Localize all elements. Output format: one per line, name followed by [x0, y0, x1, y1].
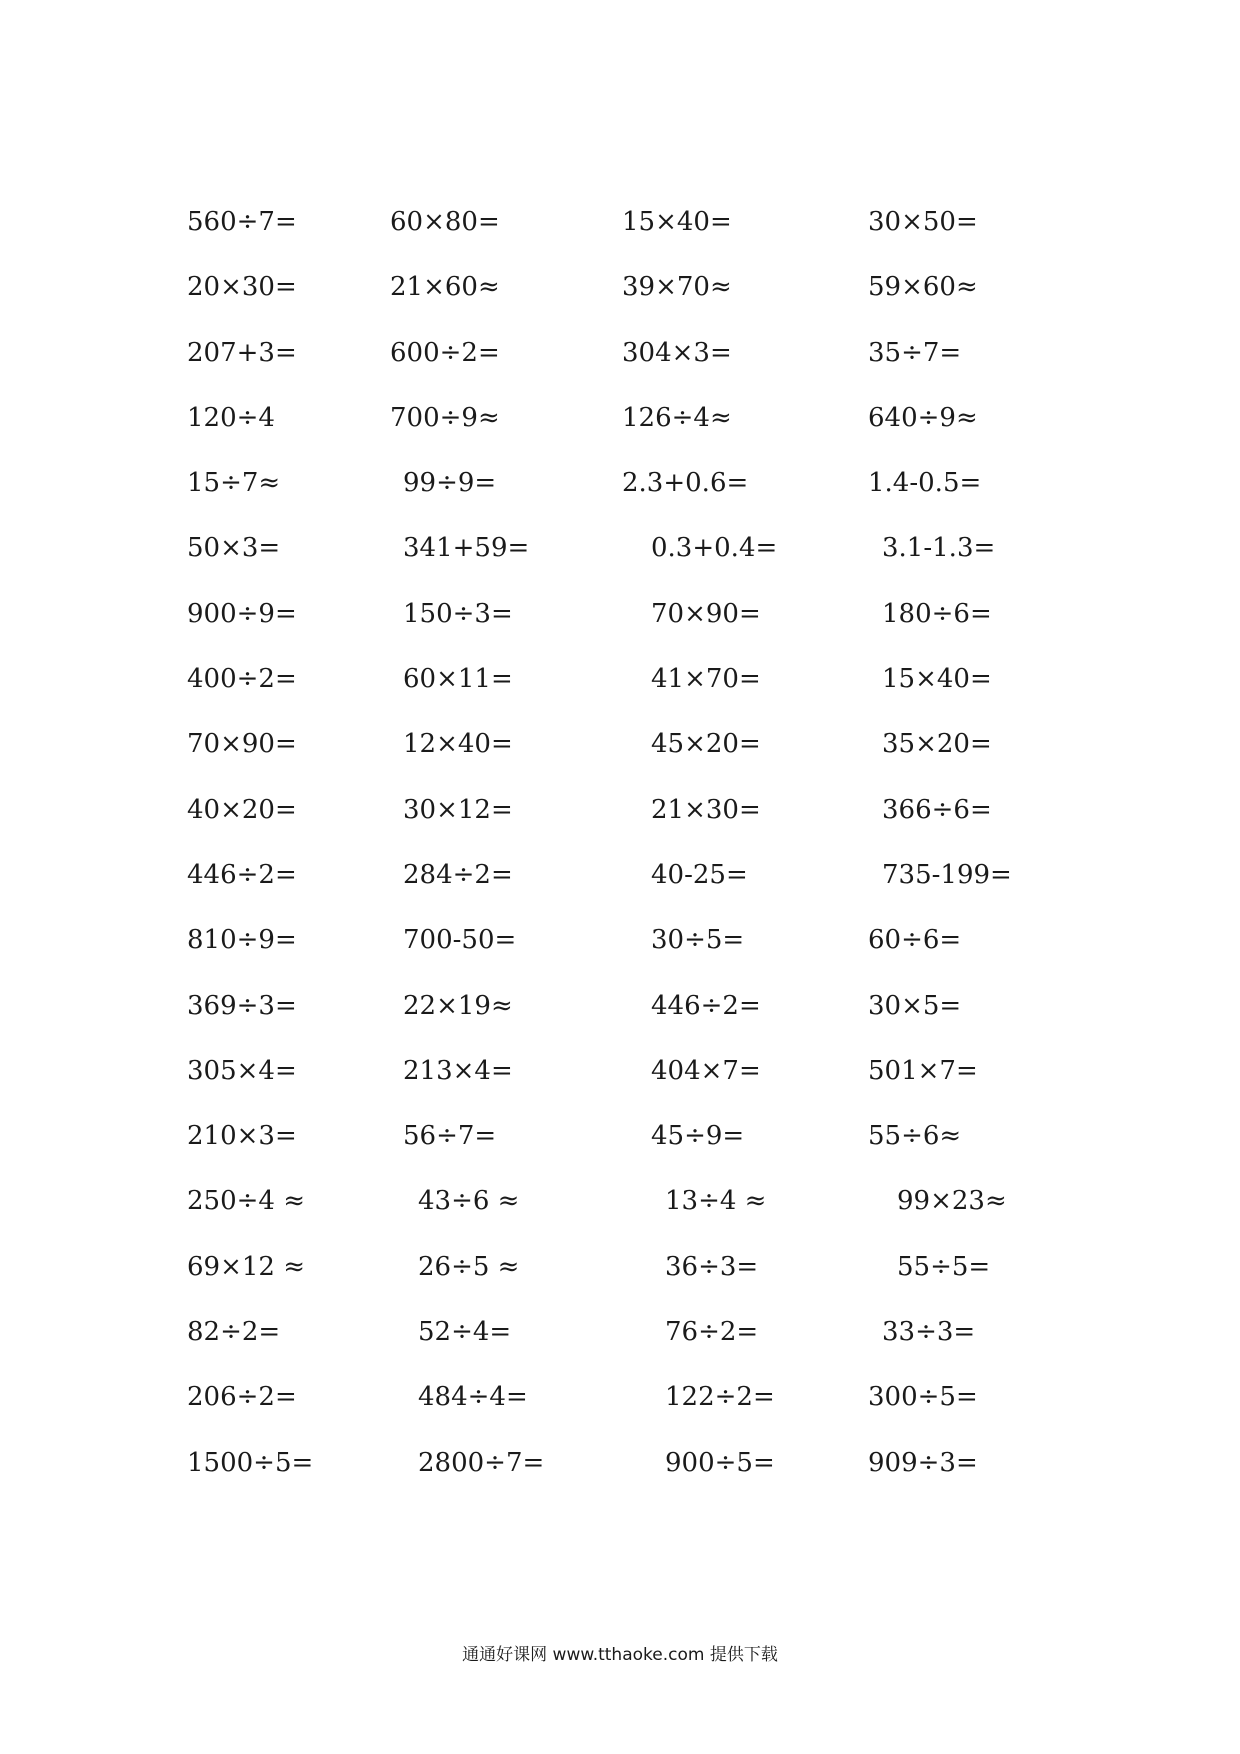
problem-item: 50×3=: [187, 533, 281, 564]
problem-item: 20×30=: [187, 272, 297, 303]
problem-item: 250÷4 ≈: [187, 1186, 306, 1217]
problem-row: [0, 1382, 1240, 1462]
problem-item: 76÷2=: [665, 1317, 759, 1348]
problem-row: [0, 1121, 1240, 1201]
problem-row: [0, 598, 1240, 679]
problem-row: [0, 337, 1240, 418]
problem-row: [0, 859, 1240, 940]
problem-row: [0, 1447, 1240, 1528]
problem-item: 1.4-0.5=: [868, 468, 982, 499]
problem-item: 120÷4: [187, 402, 275, 433]
problem-item: 501×7=: [868, 1055, 978, 1086]
problem-item: 35×20=: [882, 729, 992, 760]
problem-item: 55÷5=: [897, 1251, 991, 1282]
problem-row: [0, 1251, 1240, 1332]
problem-item: 12×40=: [403, 729, 513, 760]
problem-item: 735-199=: [882, 859, 1012, 890]
problem-item: 1500÷5=: [187, 1447, 314, 1478]
problem-item: 206÷2=: [187, 1382, 297, 1413]
problem-item: 69×12 ≈: [187, 1251, 306, 1282]
problem-item: 369÷3=: [187, 990, 297, 1021]
problem-grid: [0, 207, 1240, 1528]
problem-item: 2800÷7=: [418, 1447, 545, 1478]
problem-item: 900÷5=: [665, 1447, 775, 1478]
problem-item: 15×40=: [882, 664, 992, 695]
problem-item: 99×23≈: [897, 1186, 1007, 1217]
problem-row: [0, 664, 1240, 744]
problem-item: 446÷2=: [651, 990, 761, 1021]
problem-item: 52÷4=: [418, 1317, 512, 1348]
problem-item: 39×70≈: [622, 272, 732, 303]
problem-item: 304×3=: [622, 337, 732, 368]
problem-item: 2.3+0.6=: [622, 468, 749, 499]
problem-item: 213×4=: [403, 1055, 513, 1086]
problem-item: 55÷6≈: [868, 1121, 962, 1152]
problem-item: 909÷3=: [868, 1447, 978, 1478]
problem-row: [0, 468, 1240, 548]
problem-item: 82÷2=: [187, 1317, 281, 1348]
problem-item: 305×4=: [187, 1055, 297, 1086]
problem-item: 30×50=: [868, 207, 978, 237]
problem-item: 59×60≈: [868, 272, 978, 303]
problem-item: 400÷2=: [187, 664, 297, 695]
problem-item: 700-50=: [403, 925, 517, 956]
problem-item: 15÷7≈: [187, 468, 281, 499]
problem-item: 45×20=: [651, 729, 761, 760]
problem-item: 404×7=: [651, 1055, 761, 1086]
problem-row: [0, 729, 1240, 809]
problem-item: 70×90=: [651, 598, 761, 629]
problem-item: 150÷3=: [403, 598, 513, 629]
problem-item: 560÷7=: [187, 207, 297, 237]
problem-row: [0, 1055, 1240, 1136]
problem-row: [0, 272, 1240, 352]
problem-item: 900÷9=: [187, 598, 297, 629]
problem-row: [0, 1317, 1240, 1397]
problem-item: 600÷2=: [390, 337, 500, 368]
problem-item: 30×12=: [403, 794, 513, 825]
problem-item: 126÷4≈: [622, 402, 732, 433]
problem-item: 207+3=: [187, 337, 297, 368]
problem-item: 99÷9=: [403, 468, 497, 499]
problem-row: [0, 794, 1240, 875]
problem-item: 484÷4=: [418, 1382, 528, 1413]
problem-item: 40-25=: [651, 859, 748, 890]
problem-item: 60×11=: [403, 664, 513, 695]
problem-item: 700÷9≈: [390, 402, 500, 433]
problem-item: 26÷5 ≈: [418, 1251, 520, 1282]
problem-item: 45÷9=: [651, 1121, 745, 1152]
problem-item: 15×40=: [622, 207, 732, 237]
problem-item: 60÷6=: [868, 925, 962, 956]
problem-item: 30÷5=: [651, 925, 745, 956]
problem-item: 13÷4 ≈: [665, 1186, 767, 1217]
problem-item: 30×5=: [868, 990, 962, 1021]
problem-item: 300÷5=: [868, 1382, 978, 1413]
footer-credit: 通通好课网 www.tthaoke.com 提供下载: [462, 1645, 778, 1665]
problem-item: 43÷6 ≈: [418, 1186, 520, 1217]
problem-item: 284÷2=: [403, 859, 513, 890]
problem-row: [0, 533, 1240, 613]
problem-item: 56÷7=: [403, 1121, 497, 1152]
problem-item: 35÷7=: [868, 337, 962, 368]
problem-item: 21×30=: [651, 794, 761, 825]
problem-item: 446÷2=: [187, 859, 297, 890]
problem-item: 36÷3=: [665, 1251, 759, 1282]
problem-row: [0, 207, 1240, 287]
problem-row: [0, 925, 1240, 1005]
problem-item: 341+59=: [403, 533, 530, 564]
problem-item: 22×19≈: [403, 990, 513, 1021]
problem-item: 60×80=: [390, 207, 500, 237]
problem-row: [0, 402, 1240, 483]
problem-row: [0, 990, 1240, 1071]
problem-item: 21×60≈: [390, 272, 500, 303]
problem-item: 210×3=: [187, 1121, 297, 1152]
problem-item: 3.1-1.3=: [882, 533, 996, 564]
problem-item: 41×70=: [651, 664, 761, 695]
problem-item: 810÷9=: [187, 925, 297, 956]
problem-item: 180÷6=: [882, 598, 992, 629]
problem-item: 122÷2=: [665, 1382, 775, 1413]
problem-item: 0.3+0.4=: [651, 533, 778, 564]
problem-item: 70×90=: [187, 729, 297, 760]
problem-item: 33÷3=: [882, 1317, 976, 1348]
problem-item: 640÷9≈: [868, 402, 978, 433]
problem-item: 40×20=: [187, 794, 297, 825]
problem-item: 366÷6=: [882, 794, 992, 825]
problem-row: [0, 1186, 1240, 1266]
